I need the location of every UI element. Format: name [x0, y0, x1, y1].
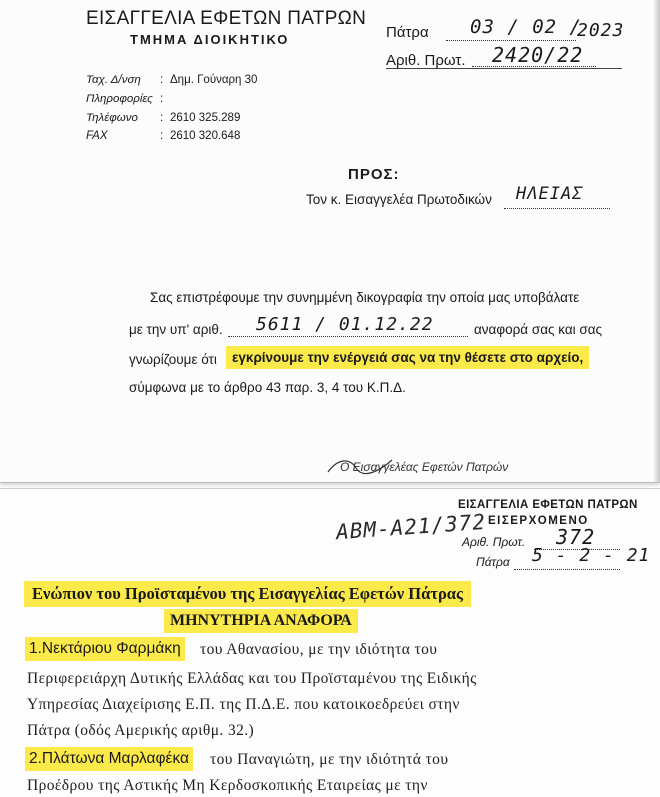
stamp-protocol-value: 372	[556, 525, 596, 549]
contact-value: Δημ. Γούναρη 30	[170, 74, 258, 86]
body-line-2-hand: 5611 / 01.12.22	[256, 314, 434, 335]
body-line-1: Σας επιστρέφουμε την συνημμένη δικογραφία την οποία μας υποβάλατε	[150, 290, 580, 305]
stamp-subtitle: ΕΙΣΕΡΧΟΜΕΝΟ	[488, 515, 589, 527]
body-line-2-post: αναφορά σας και σας	[474, 322, 603, 337]
contact-label: FAX	[86, 130, 108, 142]
item-2-line-2: Προέδρου της Αστικής Μη Κερδοσκοπικής Εταιρείας με την	[27, 777, 428, 794]
item-1-line-3: Υπηρεσίας Διαχείρισης Ε.Π. της Π.Δ.Ε. που κατοικοεδρεύει στην	[27, 696, 460, 713]
highlighted-phrase: εγκρίνουμε την ενέργειά σας να την θέσετε στο αρχείο,	[226, 346, 589, 369]
recipient: Τον κ. Εισαγγελέα Πρωτοδικών	[306, 192, 492, 207]
contact-sep: :	[160, 93, 164, 105]
contact-sep: :	[160, 130, 164, 142]
contact-label: Πληροφορίες	[86, 93, 153, 105]
stamp-place-label: Πάτρα	[476, 555, 510, 569]
protocol-underline	[386, 68, 622, 69]
to-label: ΠΡΟΣ:	[348, 166, 400, 183]
recipient-hand: ΗΛΕΙΑΣ	[516, 184, 584, 204]
signature-scribble	[326, 454, 396, 476]
body-line-2-pre: με την υπ' αριθ.	[129, 322, 223, 337]
year-value: 2023	[577, 20, 625, 41]
stamp-protocol-label: Αριθ. Πρωτ.	[462, 535, 526, 549]
body-line-4: σύμφωνα με το άρθρο 43 παρ. 3, 4 του Κ.Π.Δ.	[129, 380, 406, 395]
protocol-value: 2420/22	[492, 43, 584, 67]
header-title: ΕΙΣΑΓΓΕΛΙΑ ΕΦΕΤΩΝ ΠΑΤΡΩΝ	[86, 8, 367, 29]
contact-sep: :	[160, 74, 164, 86]
signature-partial: Ο Εισαγγελέας Εφετών Πατρών	[340, 460, 509, 474]
contact-label: Τηλέφωνο	[86, 112, 138, 124]
header-subtitle: ΤΜΗΜΑ ΔΙΟΙΚΗΤΙΚΟ	[130, 32, 290, 47]
item-1-rest: του Αθανασίου, με την ιδιότητα του	[200, 641, 438, 658]
date-value: 03 / 02 /	[470, 16, 582, 38]
heading-line-1: Ενώπιον του Προϊσταμένου της Εισαγγελίας Εφετών Πάτρας	[24, 581, 471, 607]
item-1-name: 1.Νεκτάριου Φαρμάκη	[25, 637, 185, 661]
date-label: Πάτρα	[386, 24, 429, 41]
stamp-date-value: 5 - 2 - 21	[532, 545, 651, 566]
protocol-label: Αριθ. Πρωτ.	[386, 52, 466, 69]
contact-label: Ταχ. Δ/νση	[86, 74, 141, 86]
item-2-rest: του Παναγιώτη, με την ιδιότητά του	[210, 751, 449, 768]
body-line-3-pre: γνωρίζουμε ότι	[129, 352, 217, 367]
page-edge	[654, 0, 660, 482]
contact-sep: :	[160, 112, 164, 124]
item-1-line-2: Περιφερειάρχη Δυτικής Ελλάδας και του Προϊσταμένου της Ειδικής	[27, 670, 477, 687]
item-1-line-4: Πάτρα (οδός Αμερικής αριθμ. 32.)	[27, 722, 255, 739]
item-2-name: 2.Πλάτωνα Μαρλαφέκα	[25, 747, 193, 771]
contact-value: 2610 320.648	[170, 130, 241, 142]
stamp-title: ΕΙΣΑΓΓΕΛΙΑ ΕΦΕΤΩΝ ΠΑΤΡΩΝ	[458, 499, 638, 511]
contact-value: 2610 325.289	[170, 112, 241, 124]
stamp-handwritten: ΑΒΜ-Α21/372	[335, 509, 487, 545]
heading-line-2: ΜΗΝΥΤΗΡΙΑ ΑΝΑΦΟΡΑ	[164, 609, 358, 633]
bottom-document	[0, 488, 660, 797]
